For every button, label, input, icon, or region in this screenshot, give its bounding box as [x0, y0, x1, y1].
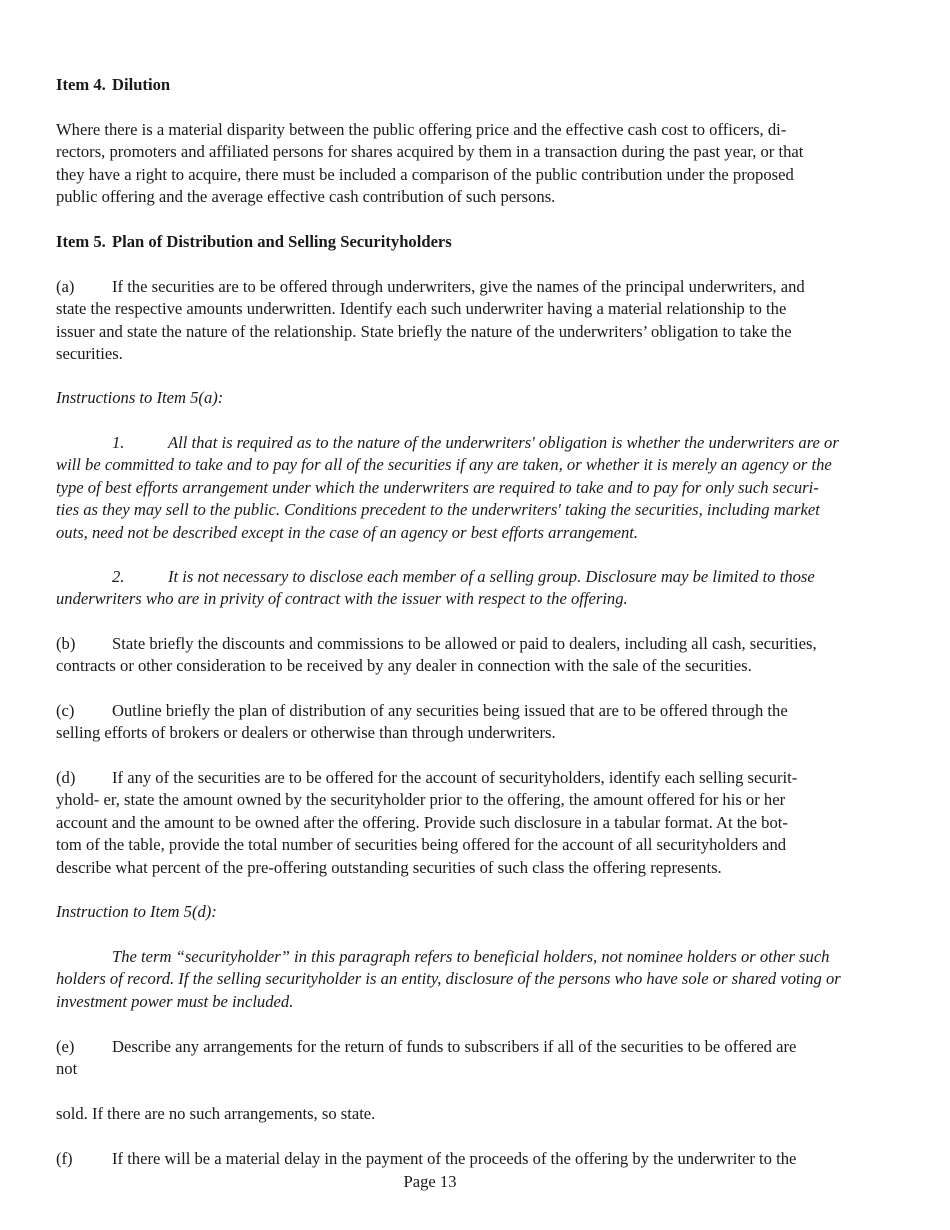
item4-heading	[56, 74, 916, 96]
item-label: (f)	[56, 1149, 73, 1168]
line-text: Instruction to Item 5(d):	[56, 902, 217, 921]
line-text: not	[56, 1059, 78, 1079]
text-line	[56, 991, 916, 1013]
line-text: yhold- er, state the amount owned by the securityholder prior to the offering, the amount offered for his or her	[56, 790, 786, 810]
instructions-5a-heading	[56, 387, 916, 409]
line-text: If the securities are to be offered through underwriters, give the names of the principal underwriters, and	[112, 277, 805, 296]
text-line	[56, 454, 916, 476]
line-text: they have a right to acquire, there must be included a comparison of the public contribution under the proposed	[56, 164, 794, 184]
text-line	[56, 834, 916, 856]
line-text: tom of the table, provide the total number of securities being offered for the account of all securityholders and	[56, 835, 787, 855]
text-line	[56, 298, 916, 320]
text-line	[56, 231, 916, 253]
text-line	[56, 164, 916, 186]
line-text: Where there is a material disparity between the public offering price and the effective cash cost to officers, di-	[56, 120, 787, 139]
instruction-5a-2	[56, 566, 916, 611]
text-line	[56, 141, 916, 163]
text-line	[56, 1148, 916, 1170]
line-text: type of best efforts arrangement under which the underwriters are required to take and to pay for only such securi-	[56, 477, 819, 497]
line-text: If there will be a material delay in the payment of the proceeds of the offering by the underwriter to the	[112, 1149, 797, 1168]
line-text: contracts or other consideration to be received by any dealer in connection with the sale of the securities.	[56, 656, 752, 676]
item-label: (a)	[56, 277, 75, 296]
text-line	[56, 119, 916, 141]
text-line	[56, 477, 916, 499]
item-label: (b)	[56, 634, 76, 653]
text-line	[56, 343, 916, 365]
text-line	[56, 588, 916, 610]
text-line	[56, 901, 916, 923]
line-text: The term “securityholder” in this paragraph refers to beneficial holders, not nominee holders or other such	[112, 947, 830, 966]
item-label: Item 5.	[56, 232, 106, 251]
line-text: rectors, promoters and affiliated persons for shares acquired by them in a transaction during the past year, or that	[56, 142, 804, 162]
line-text: Plan of Distribution and Selling Securityholders	[112, 232, 452, 251]
line-text: sold. If there are no such arrangements, so state.	[56, 1104, 376, 1123]
line-text: Outline briefly the plan of distribution of any securities being issued that are to be offered through the	[112, 701, 788, 720]
instruction-5a-1	[56, 432, 916, 544]
text-line	[56, 633, 916, 655]
page-number: Page 13	[403, 1172, 457, 1191]
text-line	[56, 655, 916, 677]
text-line	[56, 186, 916, 208]
text-line	[56, 1103, 916, 1125]
line-text: ties as they may sell to the public. Conditions precedent to the underwriters' taking the securities, including market	[56, 500, 820, 520]
line-text: describe what percent of the pre-offering outstanding securities of such class the offering represents.	[56, 857, 722, 877]
line-text: investment power must be included.	[56, 991, 294, 1011]
item-label: 1.	[112, 433, 125, 452]
instruction-5d-heading	[56, 901, 916, 923]
line-text: underwriters who are in privity of contract with the issuer with respect to the offering.	[56, 589, 628, 609]
item5a-paragraph	[56, 276, 916, 366]
line-text: state the respective amounts underwritten. Identify each such underwriter having a material relationship to the	[56, 299, 787, 319]
text-line	[56, 566, 916, 588]
line-text: issuer and state the nature of the relationship. State briefly the nature of the underwriters’ obligation to take the	[56, 321, 792, 341]
text-line	[56, 857, 916, 879]
instruction-5d-paragraph	[56, 946, 916, 1013]
item-label: 2.	[112, 567, 125, 586]
item5d-paragraph	[56, 767, 916, 879]
text-line	[56, 722, 916, 744]
line-text: holders of record. If the selling securityholder is an entity, disclosure of the persons who have sole or shared voting or	[56, 969, 841, 989]
text-line	[56, 387, 916, 409]
text-line	[56, 276, 916, 298]
line-text: outs, need not be described except in the case of an agency or best efforts arrangement.	[56, 522, 639, 542]
text-line	[56, 767, 916, 789]
text-line	[56, 321, 916, 343]
line-text: If any of the securities are to be offered for the account of securityholders, identify each selling securit-	[112, 768, 798, 787]
text-line	[56, 432, 916, 454]
line-text: will be committed to take and to pay for all of the securities if any are taken, or whether it is merely an agency or the	[56, 455, 832, 475]
item-label: Item 4.	[56, 75, 106, 94]
text-line	[56, 700, 916, 722]
text-line	[56, 1036, 916, 1058]
text-line	[56, 1058, 916, 1080]
line-text: All that is required as to the nature of the underwriters' obligation is whether the underwriters are or	[168, 433, 839, 452]
line-text: public offering and the average effective cash contribution of such persons.	[56, 187, 556, 207]
line-text: State briefly the discounts and commissions to be allowed or paid to dealers, including all cash, securities,	[112, 634, 817, 653]
item-label: (d)	[56, 768, 76, 787]
text-line	[56, 522, 916, 544]
item-label: (e)	[56, 1037, 75, 1056]
text-line	[56, 968, 916, 990]
item5e-paragraph	[56, 1036, 916, 1081]
item5b-paragraph	[56, 633, 916, 678]
item5e-continued	[56, 1103, 916, 1125]
line-text: Describe any arrangements for the return of funds to subscribers if all of the securities to be offered are	[112, 1037, 797, 1056]
line-text: securities.	[56, 344, 123, 364]
text-line	[56, 789, 916, 811]
item5-heading	[56, 231, 916, 253]
item5f-paragraph	[56, 1148, 916, 1170]
line-text: It is not necessary to disclose each member of a selling group. Disclosure may be limited to those	[168, 567, 815, 586]
line-text: Instructions to Item 5(a):	[56, 388, 224, 407]
text-line	[56, 74, 916, 96]
text-line	[56, 812, 916, 834]
text-line	[56, 946, 916, 968]
item4-paragraph	[56, 119, 916, 209]
item-label: (c)	[56, 701, 75, 720]
item5c-paragraph	[56, 700, 916, 745]
text-line	[56, 499, 916, 521]
line-text: Dilution	[112, 75, 171, 94]
line-text: account and the amount to be owned after the offering. Provide such disclosure in a tabular format. At the bot-	[56, 812, 788, 832]
line-text: selling efforts of brokers or dealers or otherwise than through underwriters.	[56, 723, 556, 743]
